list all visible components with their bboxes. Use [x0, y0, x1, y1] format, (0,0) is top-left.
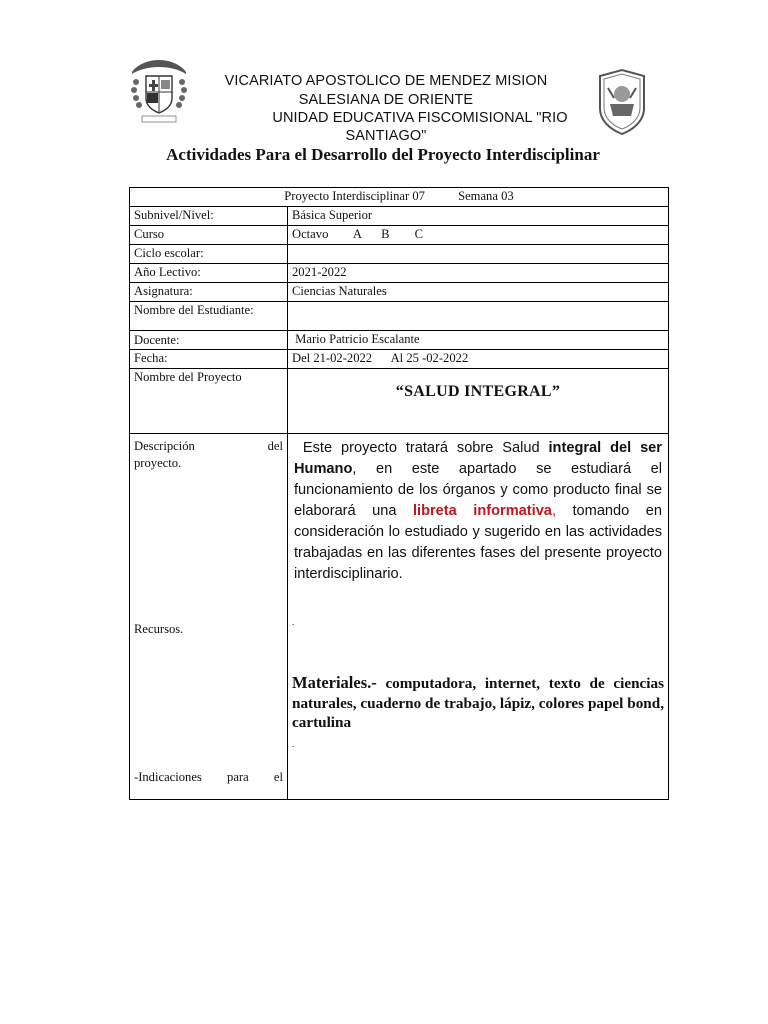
- document-title: Actividades Para el Desarrollo del Proyecto Interdisciplinar: [166, 145, 600, 164]
- ciclo-row: [130, 245, 669, 264]
- indicaciones-word-1: -Indicaciones: [134, 770, 202, 784]
- project-header-row: [130, 188, 669, 207]
- subnivel-label: Subnivel/Nivel:: [130, 207, 288, 226]
- materiales-text-block: [292, 673, 664, 733]
- desc-red-highlight: libreta informativa: [412, 503, 552, 519]
- curso-value: Octavo: [292, 227, 329, 241]
- materiales-title: Materiales.-: [292, 673, 377, 692]
- indicaciones-word-2: para: [227, 770, 249, 784]
- week-label: Semana: [458, 189, 498, 203]
- vicariate-coat-of-arms-icon: [128, 58, 190, 124]
- indicaciones-word-3: el: [273, 770, 283, 784]
- asignatura-value: Ciencias Naturales: [288, 283, 669, 302]
- descripcion-word-1: Descripción: [134, 439, 195, 453]
- recursos-dot: .: [292, 617, 295, 627]
- asignatura-row: [130, 283, 669, 302]
- header-line-4: SANTIAGO": [345, 128, 427, 144]
- fecha-del: Del 21-02-2022: [292, 351, 373, 365]
- desc-text-2: , en este apartado se estudiará el funcionamiento de los órganos y como producto final se elaborará una: [294, 461, 662, 519]
- header-line-1: VICARIATO APOSTOLICO DE MENDEZ MISION: [224, 73, 548, 89]
- header-line-3: UNIDAD EDUCATIVA FISCOMISIONAL "RIO: [272, 110, 568, 126]
- project-description: [292, 434, 664, 585]
- fecha-value-cell: [288, 350, 669, 369]
- desc-text-3: tomando en consideración lo estudiado y sugerido en las actividades trabajadas en las diferentes fases del presente proyecto interdisciplinario.: [294, 503, 662, 582]
- project-label: Proyecto Interdisciplinar: [284, 189, 410, 203]
- nombre-proyecto-label: Nombre del Proyecto: [130, 369, 288, 434]
- docente-value: Mario Patricio Escalante: [295, 332, 420, 346]
- curso-label: Curso: [130, 226, 288, 245]
- descripcion-right-cell: [288, 434, 669, 800]
- descripcion-word-2: del: [267, 439, 283, 453]
- descripcion-word-3: proyecto.: [134, 456, 182, 470]
- asignatura-label: Asignatura:: [130, 283, 288, 302]
- anio-label: Año Lectivo:: [130, 264, 288, 283]
- docente-value-cell: [288, 331, 669, 350]
- desc-red-comma: ,: [551, 503, 556, 519]
- desc-bold-1: integral del ser Humano: [294, 440, 662, 477]
- docente-label: Docente:: [130, 331, 288, 350]
- project-header-cell: [130, 188, 669, 207]
- fecha-al-value: 25 -02-2022: [406, 351, 469, 365]
- project-number: 07: [412, 189, 425, 203]
- ciclo-label: Ciclo escolar:: [130, 245, 288, 264]
- docente-row: [130, 331, 669, 350]
- project-form-table: [129, 187, 669, 800]
- subnivel-value: Básica Superior: [288, 207, 669, 226]
- desc-text-1: Este proyecto tratará sobre Salud: [302, 440, 549, 456]
- project-name: “SALUD INTEGRAL”: [395, 383, 561, 400]
- fecha-row: [130, 350, 669, 369]
- ciclo-value: [288, 245, 669, 264]
- materiales-text: computadora, internet, texto de ciencias naturales, cuaderno de trabajo, lápiz, colores papel bond, cartulina: [292, 675, 664, 731]
- curso-option-c: C: [414, 227, 424, 241]
- nombre-estudiante-row: [130, 302, 669, 331]
- nombre-proyecto-cell: [288, 369, 669, 434]
- curso-row: [130, 226, 669, 245]
- indicaciones-label-line: [134, 769, 283, 786]
- anio-row: [130, 264, 669, 283]
- week-number: 03: [501, 189, 514, 203]
- subnivel-row: [130, 207, 669, 226]
- materiales-dot: .: [292, 738, 295, 749]
- fecha-al: Al: [390, 351, 404, 365]
- descripcion-left-cell: [130, 434, 288, 800]
- descripcion-row: [130, 434, 669, 800]
- descripcion-label-line: [134, 438, 283, 455]
- recursos-label: Recursos.: [134, 622, 184, 636]
- curso-option-b: B: [381, 227, 390, 241]
- fecha-label: Fecha:: [130, 350, 288, 369]
- nombre-estudiante-value: [288, 302, 669, 331]
- nombre-proyecto-row: [130, 369, 669, 434]
- anio-value: 2021-2022: [288, 264, 669, 283]
- nombre-estudiante-label: Nombre del Estudiante:: [130, 302, 288, 331]
- curso-value-cell: [288, 226, 669, 245]
- curso-option-a: A: [352, 227, 362, 241]
- header-line-2: SALESIANA DE ORIENTE: [298, 92, 474, 108]
